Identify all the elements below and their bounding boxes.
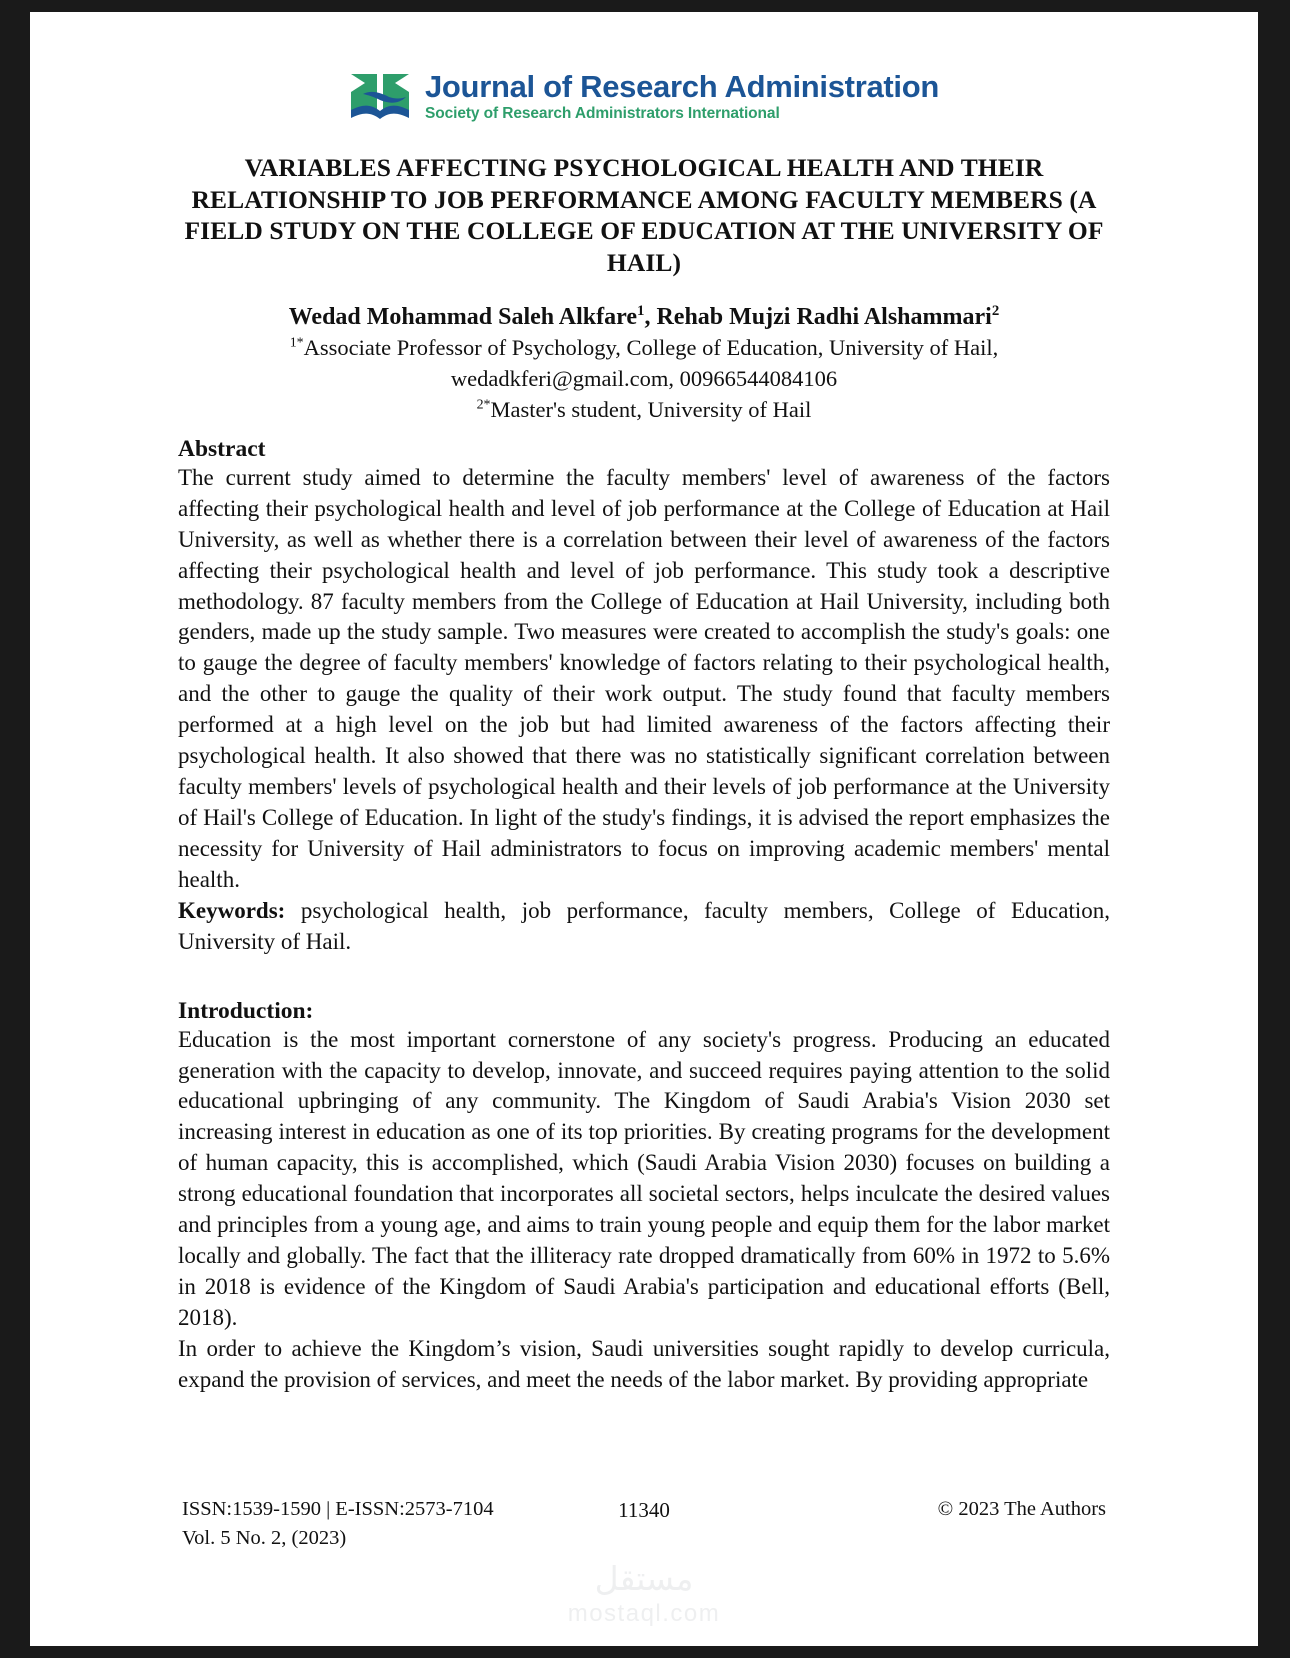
keywords-text: psychological health, job performance, faculty members, College of Education, University of Hail. <box>178 897 1110 954</box>
abstract-text: The current study aimed to determine the faculty members' level of awareness of the factors affecting their psychological health and level of job performance at the College of Education at Hail University, as well as whether there is a correlation between their level of awareness of the factors affecting their psychological health and level of job performance. This study took a descriptive methodology. 87 faculty members from the College of Education at Hail University, including both genders, made up the study sample. Two measures were created to accomplish the study's goals: one to gauge the degree of faculty members' knowledge of factors relating to their psychological health, and the other to gauge the quality of their work output. The study found that faculty members performed at a high level on the job but had limited awareness of the factors affecting their psychological health. It also showed that there was no statistically significant correlation between faculty members' levels of psychological health and their levels of job performance at the University of Hail's College of Education. In light of the study's findings, it is advised the report emphasizes the necessity for University of Hail administrators to focus on improving academic members' mental health. <box>178 464 1110 892</box>
affiliation-two-marker: 2* <box>476 397 491 413</box>
footer-copyright: © 2023 The Authors <box>937 1497 1106 1520</box>
affiliation-one-text: Associate Professor of Psychology, College of Education, University of Hail, <box>303 335 999 361</box>
journal-masthead <box>30 12 1258 122</box>
affiliation-two <box>178 395 1110 426</box>
introduction-paragraph-1: Education is the most important cornerstone of any society's progress. Producing an educated generation with the capacity to develop, innovate, and succeed requires paying attention to the solid educational upbringing of any community. The Kingdom of Saudi Arabia's Vision 2030 set increasing interest in education as one of its top priorities. By creating programs for the development of human capacity, this is accomplished, which (Saudi Arabia Vision 2030) focuses on building a strong educational foundation that incorporates all societal sectors, helps inculcate the desired values and principles from a young age, and aims to train young people and equip them for the labor market locally and globally. The fact that the illiteracy rate dropped dramatically from 60% in 1972 to 5.6% in 2018 is evidence of the Kingdom of Saudi Arabia's participation and educational efforts (Bell, 2018). <box>178 1026 1110 1330</box>
author-one: Wedad Mohammad Saleh Alkfare <box>288 304 638 331</box>
affiliation-block <box>178 333 1110 425</box>
affiliation-one-marker: 1* <box>289 335 304 351</box>
journal-title: Journal of Research Administration <box>424 68 940 104</box>
keywords-label: Keywords: <box>178 897 286 923</box>
introduction-heading: Introduction: <box>178 997 314 1024</box>
affiliation-one <box>178 333 1110 364</box>
page-title: VARIABLES AFFECTING PSYCHOLOGICAL HEALTH AND THEIR RELATIONSHIP TO JOB PERFORMANCE AMONG FACULTY MEMBERS (A FIELD STUDY ON THE COLLEGE OF EDUCATION AT THE UNIVERSITY OF HAIL) <box>184 153 1104 277</box>
document-page <box>30 12 1258 1646</box>
watermark-latin: mostaql.com <box>567 1600 721 1627</box>
page-footer <box>30 1495 1258 1554</box>
watermark-arabic: مستقل <box>594 1559 694 1598</box>
introduction-paragraph-2: In order to achieve the Kingdom’s vision, Saudi universities sought rapidly to develop curricula, expand the provision of services, and meet the needs of the labor market. By providing appropriate <box>178 1335 1110 1392</box>
abstract-heading: Abstract <box>178 435 266 462</box>
author-line <box>178 304 1110 331</box>
author-contact: wedadkferi@gmail.com, 00966544084106 <box>450 366 838 392</box>
author-two: , Rehab Mujzi Radhi Alshammari <box>644 304 992 331</box>
author-one-marker: 1 <box>637 303 645 320</box>
footer-page-number: 11340 <box>618 1497 670 1522</box>
open-book-hand-logo-icon <box>349 70 411 122</box>
journal-subtitle: Society of Research Administrators International <box>424 104 780 122</box>
article-content <box>30 152 1258 1396</box>
footer-issn-block <box>182 1495 494 1554</box>
author-two-marker: 2 <box>991 303 1000 320</box>
watermark <box>30 1559 1258 1628</box>
affiliation-two-text: Master's student, University of Hail <box>490 397 812 423</box>
journal-logo-text <box>424 68 940 122</box>
keywords-line <box>178 896 1110 958</box>
footer-volume: Vol. 5 No. 2, (2023) <box>182 1527 347 1550</box>
footer-issn: ISSN:1539-1590 | E-ISSN:2573-7104 <box>182 1497 494 1520</box>
